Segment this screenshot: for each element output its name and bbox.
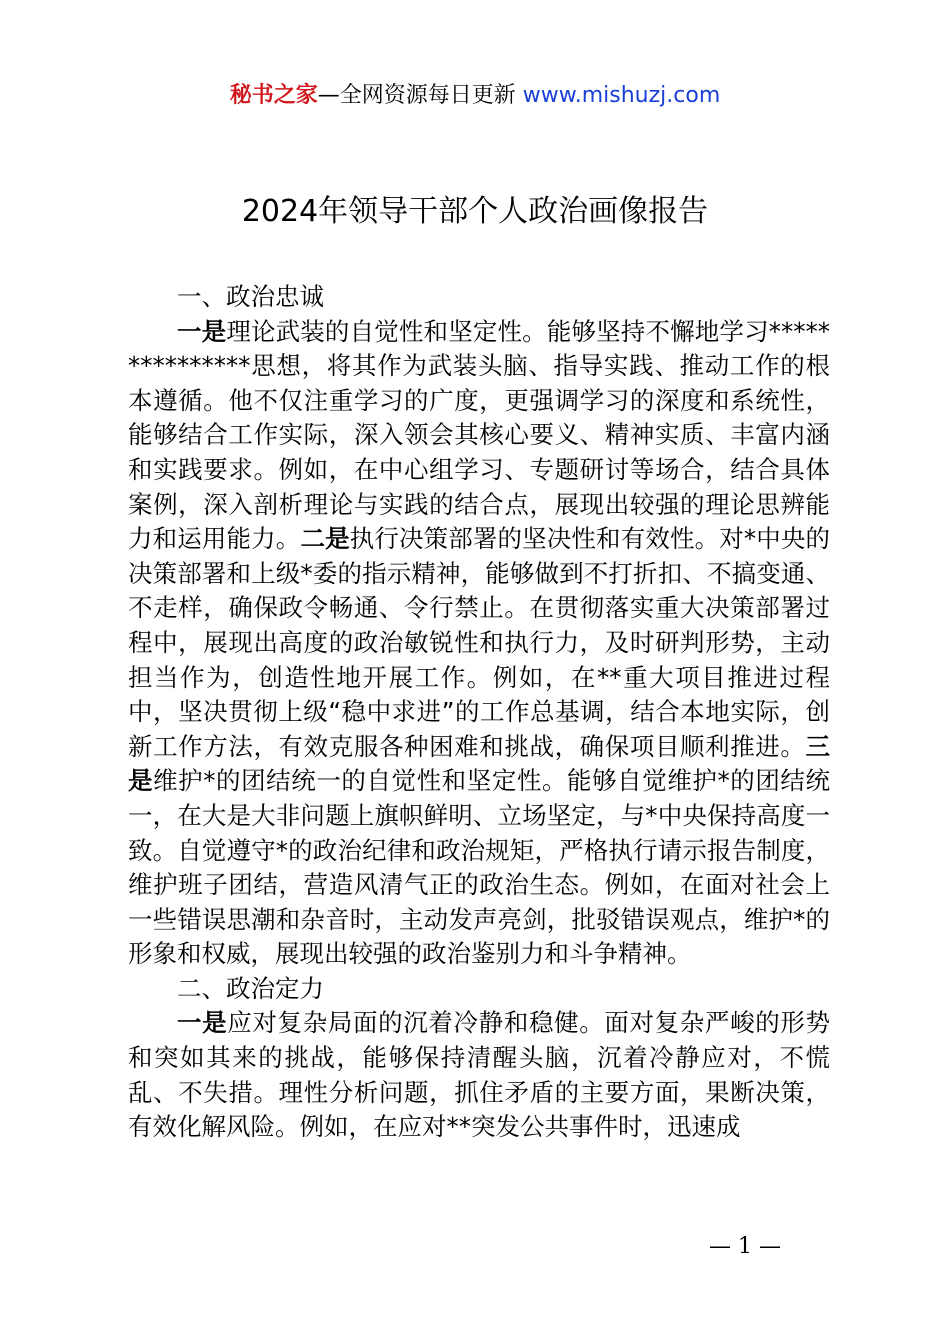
document-title: 2024年领导干部个人政治画像报告: [241, 194, 709, 229]
banner-separator: —: [317, 83, 340, 108]
page-number: — 1 —: [709, 1234, 781, 1259]
section-heading-political-steadfastness: 二、政治定力: [177, 973, 324, 1003]
banner-tagline: 全网资源每日更新: [339, 83, 516, 108]
site-brand: 秘书之家: [229, 83, 318, 108]
section-heading-political-loyalty: 一、政治忠诚: [177, 282, 324, 311]
point-lead: 二是: [300, 524, 350, 554]
point-text: 维护*的团结统一的自觉性和坚定性。能够自觉维护*的团结统一，在大是大非问题上旗帜鲜明、立场坚定，与*中央保持高度一致。自觉遵守*的政治纪律和政治规矩，严格执行请示报告制度，维护班子团结，营造风清气正的政治生态。例如，在面对社会上一些错误思潮和杂音时，主动发声亮剑，批驳错误观点，维护*的形象和权威，展现出较强的政治鉴别力和斗争精神。: [128, 766, 831, 969]
point-text: 理论武装的自觉性和坚定性。能够坚持不懈地学习***************思想，将其作为武装头脑、指导实践、推动工作的根本遵循。他不仅注重学习的广度，更强调学习的深度和系统性，能够结合工作实际，深入领会其核心要义、精神实质、丰富内涵和实践要求。例如，在中心组学习、专题研讨等场合，结合具体案例，深入剖析理论与实践的结合点，展现出较强的理论思辨能力和运用能力。: [128, 316, 830, 554]
point-lead: 一是: [177, 316, 227, 346]
paragraph-political-steadfastness: [128, 1006, 830, 1144]
point-text: 应对复杂局面的沉着冷静和稳健。面对复杂严峻的形势和突如其来的挑战，能够保持清醒头脑，沉着冷静应对，不慌乱、不失措。理性分析问题，抓住矛盾的主要方面，果断决策，有效化解风险。例如，在应对**突发公共事件时，迅速成: [128, 1008, 830, 1142]
site-url-link[interactable]: www.mishuzj.com: [522, 83, 721, 108]
paragraph-political-loyalty: [128, 315, 830, 972]
site-banner: [0, 80, 950, 112]
document-body: [128, 280, 830, 1145]
point-text: 执行决策部署的坚决性和有效性。对*中央的决策部署和上级*委的指示精神，能够做到不打折扣、不搞变通、不走样，确保政令畅通、令行禁止。在贯彻落实重大决策部署过程中，展现出高度的政治敏锐性和执行力，及时研判形势，主动担当作为，创造性地开展工作。例如，在**重大项目推进过程中，坚决贯彻上级“稳中求进”的工作总基调，结合本地实际，创新工作方法，有效克服各种困难和挑战，确保项目顺利推进。: [128, 524, 831, 761]
point-lead: 一是: [177, 1008, 228, 1038]
point-lead: 三是: [128, 731, 830, 796]
